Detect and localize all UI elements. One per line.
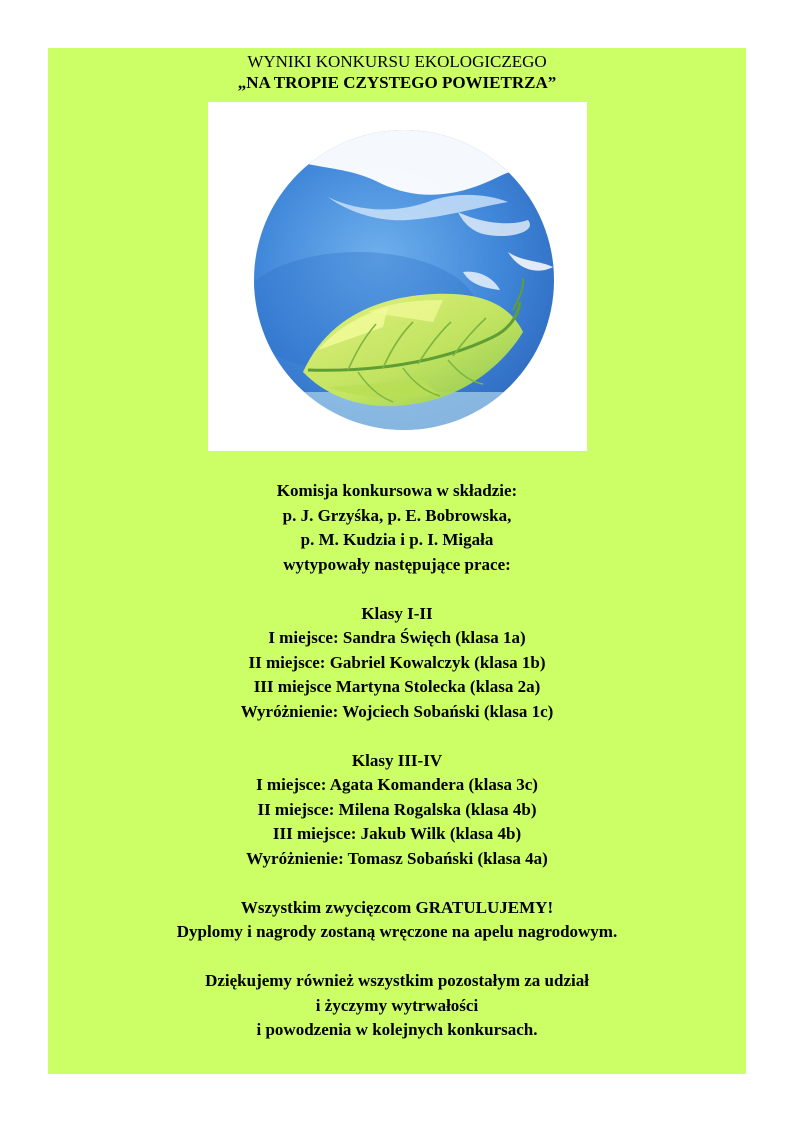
- result-line: III miejsce Martyna Stolecka (klasa 2a): [253, 677, 541, 696]
- thanks-line2: i życzymy wytrwałości: [315, 995, 479, 1015]
- result-line: Wyróżnienie: Tomasz Sobański (klasa 4a): [246, 848, 548, 868]
- thanks-line1: Dziękujemy również wszystkim pozostałym za udział: [205, 971, 589, 990]
- poster-title-line1: WYNIKI KONKURSU EKOLOGICZEGO: [247, 52, 547, 71]
- congrats-line1: Wszystkim zwycięzcom GRATULUJEMY!: [240, 897, 554, 917]
- poster-background: [48, 48, 746, 1074]
- watercolor-globe-illustration: [208, 102, 587, 451]
- result-line: III miejsce: Jakub Wilk (klasa 4b): [272, 824, 522, 843]
- result-line: I miejsce: Agata Komandera (klasa 3c): [256, 775, 538, 794]
- spacer: [48, 871, 746, 896]
- committee-line4: wytypowały następujące prace:: [283, 554, 511, 574]
- result-line: II miejsce: Gabriel Kowalczyk (klasa 1b): [248, 652, 546, 672]
- congrats-line2: Dyplomy i nagrody zostaną wręczone na apelu nagrodowym.: [176, 922, 618, 941]
- spacer: [48, 577, 746, 602]
- spacer: [48, 724, 746, 749]
- spacer: [48, 945, 746, 970]
- result-line: Wyróżnienie: Wojciech Sobański (klasa 1c): [240, 701, 554, 721]
- result-line: II miejsce: Milena Rogalska (klasa 4b): [257, 799, 537, 819]
- globe-leaf-icon: [208, 102, 587, 451]
- committee-line2: p. J. Grzyśka, p. E. Bobrowska,: [282, 505, 512, 525]
- poster-title-line2: „NA TROPIE CZYSTEGO POWIETRZA”: [237, 73, 557, 92]
- group1-heading: Klasy I-II: [361, 603, 433, 623]
- results-text: [48, 479, 746, 1043]
- committee-line1: Komisja konkursowa w składzie:: [276, 481, 518, 500]
- committee-line3: p. M. Kudzia i p. I. Migała: [300, 530, 494, 549]
- group2-heading: Klasy III-IV: [351, 750, 443, 770]
- thanks-line3: i powodzenia w kolejnych konkursach.: [256, 1020, 538, 1039]
- result-line: I miejsce: Sandra Święch (klasa 1a): [268, 628, 526, 647]
